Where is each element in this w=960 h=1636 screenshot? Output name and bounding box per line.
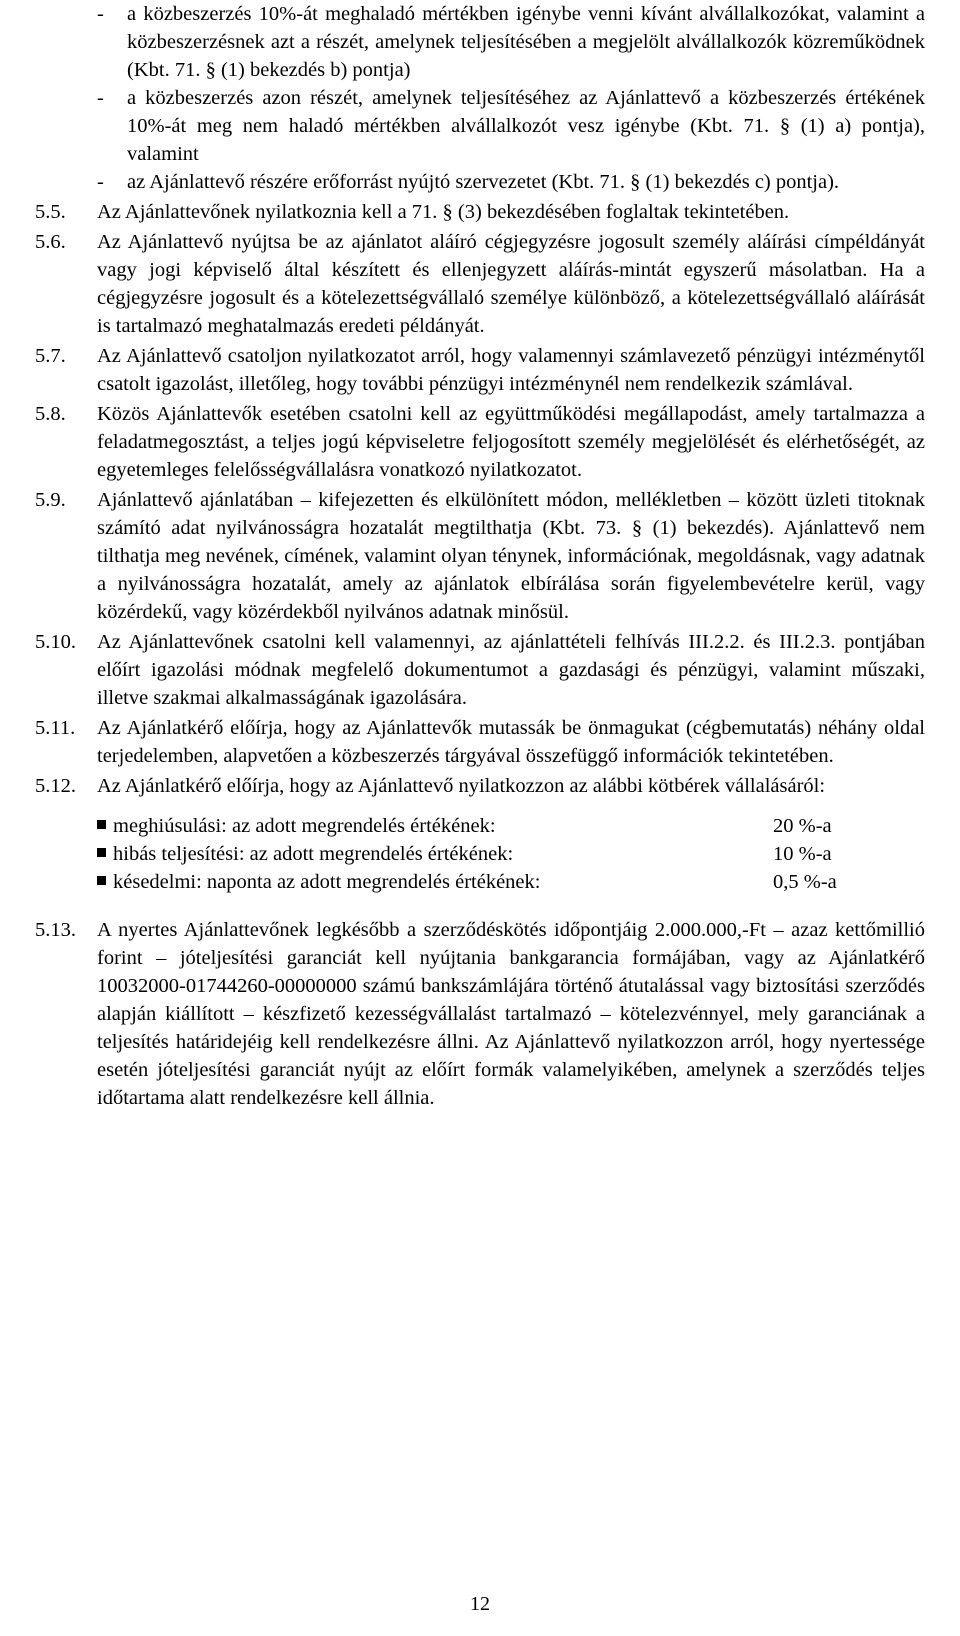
section-text: Az Ajánlattevőnek nyilatkoznia kell a 71. § (3) bekezdésében foglaltak tekintetében. <box>97 201 790 223</box>
list-item <box>35 168 925 196</box>
penalty-label: meghiúsulási: az adott megrendelés értékének: <box>113 815 496 837</box>
penalty-value: 20 %-a <box>773 815 832 837</box>
list-dash: - <box>97 3 104 25</box>
list-dash: - <box>97 171 104 193</box>
section-number: 5.11. <box>35 717 76 739</box>
section-number: 5.7. <box>35 345 66 367</box>
list-dash: - <box>97 87 104 109</box>
penalty-item <box>97 868 925 896</box>
section-5-7 <box>35 342 925 398</box>
section-5-5 <box>35 198 925 226</box>
penalty-label: késedelmi: naponta az adott megrendelés értékének: <box>113 871 541 893</box>
list-item <box>35 84 925 168</box>
section-text: Az Ajánlattevő csatoljon nyilatkozatot arról, hogy valamennyi számlavezető pénzügyi intézménytől csatolt igazolást, illetőleg, hogy további pénzügyi intézménynél nem rendelkezik számlával. <box>97 345 925 395</box>
square-bullet-icon <box>97 876 106 885</box>
section-5-6 <box>35 228 925 340</box>
penalty-label: hibás teljesítési: az adott megrendelés értékének: <box>113 843 514 865</box>
section-text: Az Ajánlatkérő előírja, hogy az Ajánlattevő nyilatkozzon az alábbi kötbérek vállalásáról: <box>97 775 826 797</box>
penalty-value: 0,5 %-a <box>773 871 837 893</box>
section-5-8 <box>35 400 925 484</box>
square-bullet-icon <box>97 820 106 829</box>
penalty-value: 10 %-a <box>773 843 832 865</box>
penalty-item <box>97 840 925 868</box>
section-5-12 <box>35 772 925 800</box>
penalty-item <box>97 812 925 840</box>
list-item-text: a közbeszerzés 10%-át meghaladó mértékben igénybe venni kívánt alvállalkozókat, valamint a közbeszerzésnek azt a részét, amelynek teljesítésében a megjelölt alvállalkozók közreműködnek (Kbt. 71. § (1) bekezdés b) pontja) <box>127 3 925 81</box>
section-text: Az Ajánlatkérő előírja, hogy az Ajánlattevők mutassák be önmagukat (cégbemutatás) néhány oldal terjedelemben, alapvetően a közbeszerzés tárgyával összefüggő információk tekintetében. <box>97 717 925 767</box>
square-bullet-icon <box>97 848 106 857</box>
section-number: 5.9. <box>35 489 66 511</box>
section-number: 5.8. <box>35 403 66 425</box>
section-number: 5.12. <box>35 775 76 797</box>
penalty-list <box>35 812 925 896</box>
section-text: Közös Ajánlattevők esetében csatolni kell az együttműködési megállapodást, amely tartalmazza a feladatmegosztást, a teljes jogú képviseletre feljogosított személy megjelölését és elérhetőségét, az egyetemleges felelősségvállalásra vonatkozó nyilatkozatot. <box>97 403 925 481</box>
section-number: 5.5. <box>35 201 66 223</box>
section-text: Az Ajánlattevő nyújtsa be az ajánlatot aláíró cégjegyzésre jogosult személy aláírási címpéldányát vagy jogi képviselő által készített és ellenjegyzett aláírás-mintát egyszerű másolatban. Ha a cégjegyzésre jogosult és a kötelezettségvállaló személye különböző, a kötelezettségvállaló aláírását is tartalmazó meghatalmazás eredeti példányát. <box>97 231 925 337</box>
list-item-text: a közbeszerzés azon részét, amelynek teljesítéséhez az Ajánlattevő a közbeszerzés értékének 10%-át meg nem haladó mértékben alvállalkozót vesz igénybe (Kbt. 71. § (1) a) pontja), valamint <box>127 87 925 165</box>
section-number: 5.10. <box>35 631 76 653</box>
document-body <box>35 0 925 1112</box>
list-item <box>35 0 925 84</box>
section-text: Az Ajánlattevőnek csatolni kell valamennyi, az ajánlattételi felhívás III.2.2. és III.2.3. pontjában előírt igazolási módnak megfelelő dokumentumot a gazdasági és pénzügyi, valamint műszaki, illetve szakmai alkalmasságának igazolására. <box>97 631 925 709</box>
section-5-10 <box>35 628 925 712</box>
section-number: 5.13. <box>35 919 76 941</box>
list-item-text: az Ajánlattevő részére erőforrást nyújtó szervezetet (Kbt. 71. § (1) bekezdés c) pontja). <box>127 171 840 193</box>
section-5-13 <box>35 916 925 1112</box>
section-5-9 <box>35 486 925 626</box>
section-5-11 <box>35 714 925 770</box>
section-number: 5.6. <box>35 231 66 253</box>
page-number: 12 <box>470 1593 490 1615</box>
section-text: Ajánlattevő ajánlatában – kifejezetten és elkülönített módon, mellékletben – között üzleti titoknak számító adat nyilvánosságra hozatalát megtilthatja (Kbt. 73. § (1) bekezdés). Ajánlattevő nem tilthatja meg nevének, címének, valamint olyan ténynek, információnak, megoldásnak, vagy adatnak a nyilvánosságra hozatalát, amely az ajánlatok elbírálása során figyelembevételre kerül, vagy közérdekű, vagy közérdekből nyilvános adatnak minősül. <box>97 489 925 623</box>
section-text: A nyertes Ajánlattevőnek legkésőbb a szerződéskötés időpontjáig 2.000.000,-Ft – azaz kettőmillió forint – jóteljesítési garanciát kell nyújtania bankgarancia formájában, vagy az Ajánlatkérő 10032000-01744260-00000000 számú bankszámlájára történő átutalással vagy biztosítási szerződés alapján kiállított – készfizető kezességvállalást tartalmazó – kötelezvénnyel, mely garanciának a teljesítés határidejéig kell rendelkezésre állni. Az Ajánlattevő nyilatkozzon arról, hogy nyertessége esetén jóteljesítési garanciát nyújt az előírt formák valamelyikében, amelynek a szerződés teljes időtartama alatt rendelkezésre kell állnia. <box>97 919 925 1109</box>
